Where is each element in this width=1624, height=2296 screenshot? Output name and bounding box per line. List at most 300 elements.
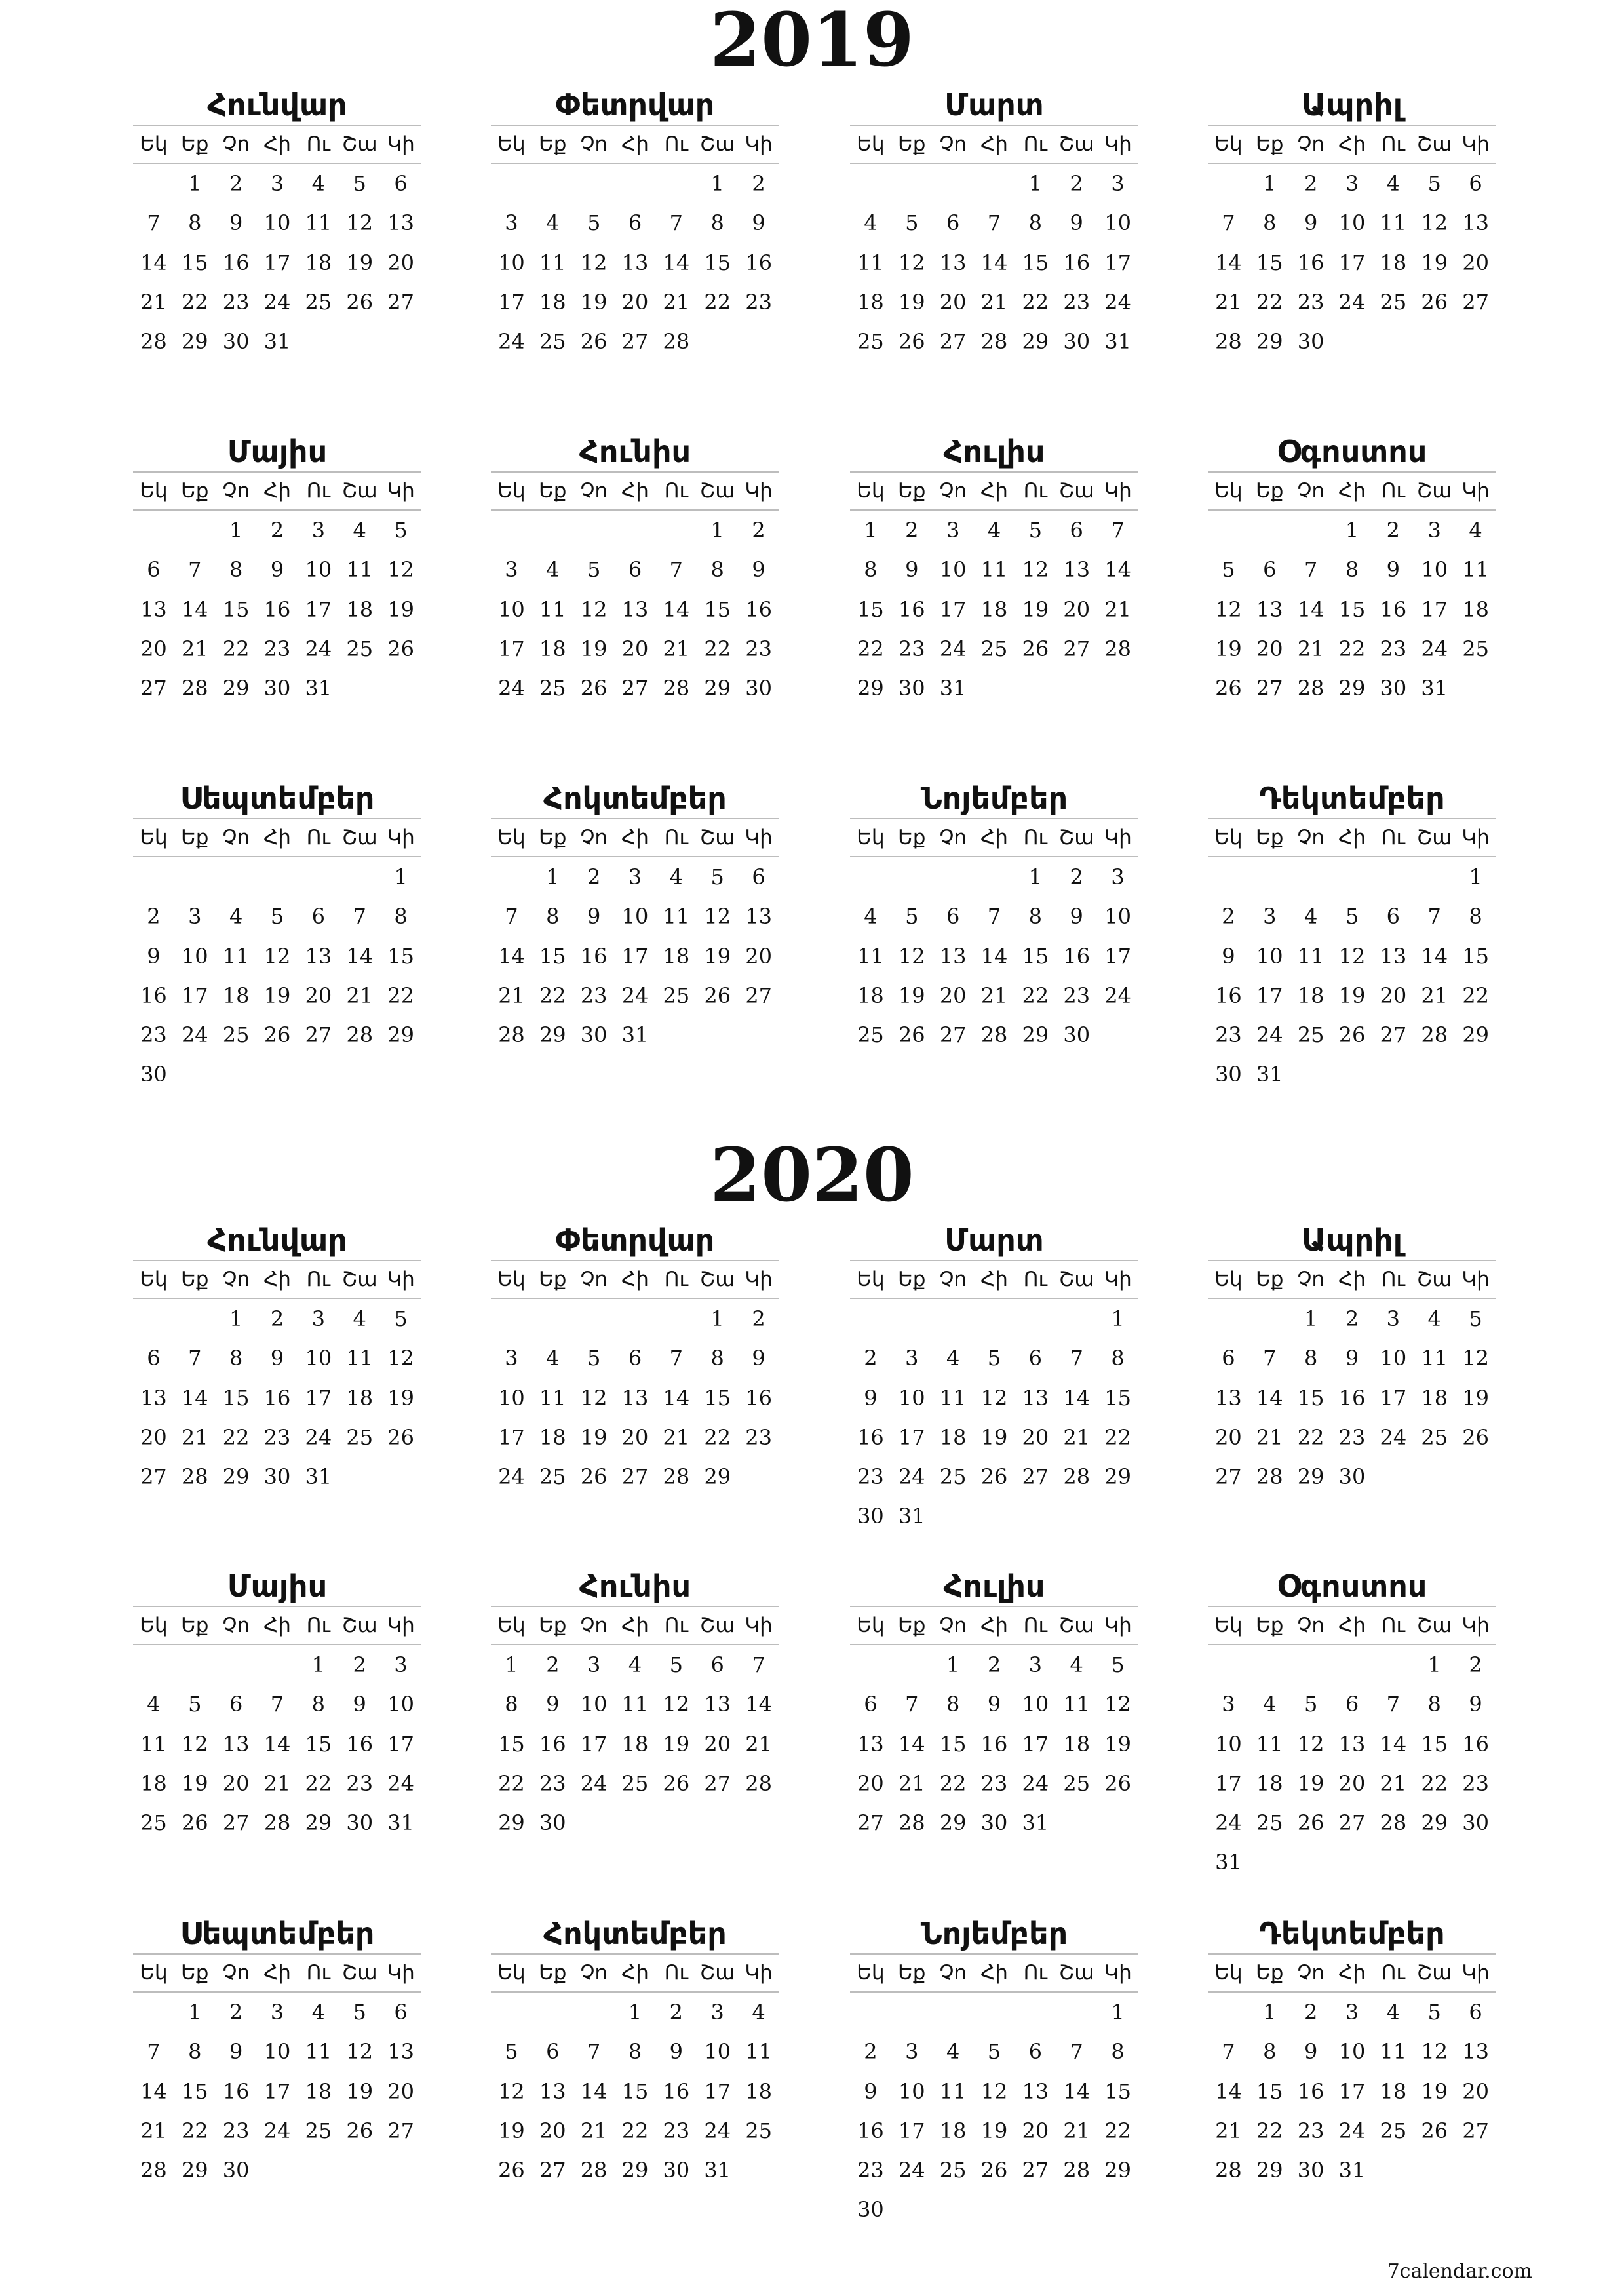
day-cell: 9	[1469, 1692, 1482, 1717]
day-cell: 2	[587, 865, 601, 889]
day-cell: 21	[181, 636, 208, 661]
day-cell: 23	[580, 983, 608, 1008]
day-cell: 27	[1022, 2158, 1049, 2183]
day-cell: 29	[1104, 1464, 1131, 1490]
day-cell: 21	[263, 1770, 291, 1796]
day-cell: 24	[305, 1424, 332, 1450]
day-cell: 19	[898, 289, 925, 315]
day-cell: 29	[498, 1810, 525, 1836]
day-cell: 20	[1462, 2078, 1489, 2104]
weekday-label: Հի	[263, 826, 291, 849]
weekday-label: Եկ	[1214, 132, 1243, 156]
weekday-label: Եք	[181, 132, 209, 156]
day-cell: 12	[1104, 1692, 1131, 1717]
day-cell: 4	[628, 1652, 642, 1677]
day-cell: 23	[1063, 983, 1091, 1008]
day-cell: 13	[1215, 1385, 1242, 1411]
day-cell: 23	[1297, 289, 1324, 315]
weekday-label: Հի	[263, 1268, 291, 1291]
day-cell: 6	[394, 171, 408, 196]
month-name: Օգոստոս	[1277, 434, 1427, 469]
weekday-label: Եկ	[1214, 1614, 1243, 1637]
day-cell: 2	[1070, 865, 1083, 889]
day-cell: 15	[181, 250, 208, 275]
day-cell: 23	[857, 2158, 884, 2183]
day-cell: 1	[710, 518, 724, 543]
weekday-label: Եկ	[497, 1268, 526, 1291]
weekday-label: Շա	[1416, 826, 1452, 849]
day-cell: 26	[1297, 1810, 1324, 1836]
day-cell: 7	[1304, 557, 1318, 583]
day-cell: 23	[222, 289, 250, 315]
day-cell: 12	[663, 1692, 690, 1717]
weekday-label: Եկ	[140, 1961, 168, 1985]
day-cell: 1	[1028, 865, 1043, 889]
day-cell: 23	[140, 1022, 167, 1048]
weekday-header	[850, 1953, 1138, 1991]
day-cell: 30	[222, 2158, 250, 2183]
day-cell: 8	[311, 1692, 326, 1717]
weekday-label: Եք	[898, 479, 926, 503]
day-cell: 18	[1380, 250, 1407, 275]
weekday-label: Շա	[1058, 1268, 1094, 1291]
empty-day-cell	[573, 1299, 615, 1338]
weekday-header	[1208, 1953, 1496, 1991]
month-name: Փետրվար	[555, 1222, 715, 1258]
day-cell: 18	[1063, 1731, 1091, 1757]
day-cell: 1	[1028, 171, 1043, 196]
day-cell: 22	[1104, 2118, 1131, 2143]
day-cell: 18	[539, 1424, 566, 1450]
day-cell: 12	[1421, 2039, 1448, 2065]
day-cell: 25	[1462, 636, 1489, 661]
day-cell: 13	[1338, 1731, 1366, 1757]
day-cell: 2	[229, 2000, 243, 2025]
empty-day-cell	[491, 1299, 532, 1338]
weekday-label: Ու	[1381, 1614, 1405, 1637]
empty-day-cell	[933, 1299, 974, 1338]
month-calendar	[491, 1566, 779, 1842]
day-cell: 30	[898, 676, 925, 701]
weekday-label: Ու	[306, 826, 330, 849]
weekday-label: Եք	[1256, 1961, 1284, 1985]
day-cell: 30	[140, 1062, 167, 1087]
day-cell: 27	[1215, 1464, 1242, 1490]
day-cell: 14	[1215, 2078, 1242, 2104]
day-cell: 17	[898, 1424, 925, 1450]
empty-day-cell	[891, 1993, 933, 2032]
day-cell: 16	[140, 983, 167, 1008]
day-cell: 24	[498, 676, 525, 701]
day-cell: 14	[181, 596, 208, 622]
empty-day-cell	[974, 1299, 1015, 1338]
month-name: Ապրիլ	[1302, 1222, 1402, 1258]
weekday-label: Կի	[387, 826, 415, 849]
day-cell: 12	[346, 2039, 374, 2065]
day-cell: 17	[263, 2078, 291, 2104]
day-cell: 1	[946, 1652, 960, 1677]
day-cell: 25	[346, 1424, 374, 1450]
weekday-label: Ու	[1381, 132, 1405, 156]
day-cell: 7	[505, 904, 518, 929]
month-calendar	[850, 85, 1138, 361]
day-cell: 30	[980, 1810, 1008, 1836]
weekday-label: Եք	[898, 1268, 926, 1291]
day-cell: 12	[980, 1385, 1008, 1411]
day-cell: 12	[498, 2078, 525, 2104]
day-cell: 31	[1421, 676, 1448, 701]
empty-day-cell	[1208, 511, 1249, 550]
day-cell: 31	[1022, 1810, 1049, 1836]
weekday-label: Եք	[539, 1614, 567, 1637]
empty-day-cell	[257, 1645, 298, 1684]
month-calendar	[133, 85, 421, 361]
day-cell: 2	[270, 1306, 284, 1331]
day-cell: 2	[752, 518, 765, 543]
empty-day-cell	[1290, 857, 1332, 897]
day-cell: 16	[1297, 2078, 1324, 2104]
day-cell: 3	[628, 865, 642, 889]
weekday-label: Չո	[580, 1614, 608, 1637]
day-cell: 31	[898, 1504, 925, 1529]
weekday-label: Հի	[1338, 826, 1366, 849]
weekday-label: Ու	[306, 132, 330, 156]
day-cell: 2	[1304, 2000, 1318, 2025]
day-cell: 28	[1256, 1464, 1283, 1490]
month-calendar	[491, 85, 779, 361]
day-cell: 16	[263, 1385, 291, 1411]
month-calendar	[133, 1220, 421, 1496]
day-cell: 21	[140, 2118, 167, 2143]
day-cell: 8	[628, 2039, 642, 2065]
day-cell: 13	[939, 943, 967, 969]
day-cell: 6	[1469, 2000, 1482, 2025]
day-cell: 30	[663, 2158, 690, 2183]
day-cell: 12	[580, 1385, 608, 1411]
day-cell: 19	[580, 289, 608, 315]
day-cell: 30	[1462, 1810, 1489, 1836]
weekday-label: Ու	[664, 826, 688, 849]
day-cell: 25	[1297, 1022, 1324, 1048]
day-cell: 19	[498, 2118, 525, 2143]
weekday-label: Չո	[1297, 479, 1324, 503]
weekday-label: Եք	[181, 1614, 209, 1637]
day-cell: 5	[1111, 1652, 1125, 1677]
day-cell: 29	[1022, 329, 1049, 355]
weekday-label: Եկ	[857, 1961, 885, 1985]
weekday-label: Եկ	[1214, 826, 1243, 849]
weekday-label: Կի	[1104, 479, 1132, 503]
day-cell: 15	[621, 2078, 649, 2104]
day-cell: 19	[1421, 2078, 1448, 2104]
day-cell: 9	[1304, 2039, 1318, 2065]
day-cell: 4	[1263, 1692, 1277, 1717]
weekday-label: Հի	[1338, 479, 1366, 503]
weekday-label: Շա	[699, 479, 735, 503]
day-cell: 22	[621, 2118, 649, 2143]
empty-day-cell	[1208, 164, 1249, 203]
day-cell: 18	[305, 2078, 332, 2104]
empty-day-cell	[133, 511, 174, 550]
day-grid	[133, 1991, 421, 2190]
day-cell: 6	[1028, 2039, 1043, 2065]
weekday-label: Չո	[1297, 826, 1324, 849]
day-cell: 4	[353, 518, 366, 543]
day-cell: 25	[1380, 289, 1407, 315]
day-cell: 7	[1070, 2039, 1083, 2065]
day-cell: 6	[710, 1652, 724, 1677]
day-cell: 19	[1338, 983, 1366, 1008]
day-cell: 23	[1338, 1424, 1366, 1450]
day-cell: 14	[1063, 2078, 1091, 2104]
empty-day-cell	[850, 857, 891, 897]
day-cell: 17	[498, 636, 525, 661]
day-cell: 26	[580, 1464, 608, 1490]
empty-day-cell	[933, 857, 974, 897]
day-cell: 19	[1022, 596, 1049, 622]
day-cell: 22	[222, 1424, 250, 1450]
day-cell: 8	[946, 1692, 960, 1717]
day-cell: 12	[980, 2078, 1008, 2104]
day-grid	[491, 1298, 779, 1496]
day-cell: 22	[222, 636, 250, 661]
empty-day-cell	[133, 164, 174, 203]
day-grid	[1208, 1298, 1496, 1496]
day-cell: 11	[222, 943, 250, 969]
empty-day-cell	[532, 1993, 573, 2032]
weekday-label: Շա	[699, 1961, 735, 1985]
day-cell: 22	[704, 636, 731, 661]
day-cell: 7	[752, 1652, 765, 1677]
day-grid	[1208, 1991, 1496, 2190]
day-grid	[491, 163, 779, 361]
day-cell: 23	[263, 1424, 291, 1450]
weekday-header	[491, 471, 779, 509]
weekday-label: Չո	[939, 479, 967, 503]
day-cell: 27	[140, 1464, 167, 1490]
day-cell: 30	[1215, 1062, 1242, 1087]
empty-day-cell	[1208, 1299, 1249, 1338]
weekday-label: Հի	[621, 826, 649, 849]
month-name: Փետրվար	[555, 87, 715, 123]
weekday-label: Հի	[263, 1614, 291, 1637]
day-cell: 17	[1338, 2078, 1366, 2104]
day-grid	[1208, 856, 1496, 1095]
day-cell: 6	[546, 2039, 560, 2065]
weekday-label: Եք	[181, 479, 209, 503]
day-cell: 13	[140, 1385, 167, 1411]
weekday-label: Շա	[341, 1268, 377, 1291]
weekday-label: Եք	[181, 1268, 209, 1291]
day-cell: 2	[864, 1346, 878, 1371]
empty-day-cell	[1249, 857, 1290, 897]
weekday-header	[491, 1953, 779, 1991]
day-cell: 29	[1104, 2158, 1131, 2183]
day-cell: 9	[147, 943, 161, 969]
weekday-label: Շա	[341, 826, 377, 849]
day-cell: 9	[270, 557, 284, 583]
day-cell: 28	[263, 1810, 291, 1836]
day-cell: 2	[1222, 904, 1235, 929]
weekday-header	[1208, 125, 1496, 163]
day-cell: 26	[498, 2158, 525, 2183]
weekday-label: Ու	[1381, 1268, 1405, 1291]
day-cell: 21	[1380, 1770, 1407, 1796]
day-cell: 11	[1380, 210, 1407, 236]
day-cell: 1	[1111, 2000, 1125, 2025]
day-cell: 5	[353, 2000, 366, 2025]
day-cell: 3	[587, 1652, 601, 1677]
day-cell: 10	[898, 2078, 925, 2104]
weekday-label: Չո	[939, 1961, 967, 1985]
day-cell: 12	[181, 1731, 208, 1757]
weekday-label: Կի	[387, 1614, 415, 1637]
day-cell: 13	[539, 2078, 566, 2104]
empty-day-cell	[491, 1993, 532, 2032]
empty-day-cell	[974, 1993, 1015, 2032]
day-cell: 24	[263, 2118, 291, 2143]
empty-day-cell	[1290, 1645, 1332, 1684]
day-cell: 4	[546, 1346, 560, 1371]
day-cell: 28	[663, 1464, 690, 1490]
day-cell: 9	[587, 904, 601, 929]
day-cell: 2	[353, 1652, 366, 1677]
day-cell: 23	[857, 1464, 884, 1490]
day-cell: 8	[1263, 2039, 1277, 2065]
day-cell: 10	[263, 210, 291, 236]
weekday-label: Ու	[1023, 1614, 1047, 1637]
empty-day-cell	[257, 857, 298, 897]
day-cell: 5	[1427, 171, 1441, 196]
day-cell: 20	[222, 1770, 250, 1796]
day-cell: 20	[387, 2078, 414, 2104]
weekday-label: Եք	[1256, 479, 1284, 503]
empty-day-cell	[339, 857, 380, 897]
day-cell: 19	[1215, 636, 1242, 661]
day-cell: 19	[663, 1731, 690, 1757]
day-cell: 8	[188, 210, 202, 236]
day-cell: 18	[1462, 596, 1489, 622]
day-cell: 16	[1297, 250, 1324, 275]
day-cell: 20	[140, 1424, 167, 1450]
month-calendar	[850, 1914, 1138, 2230]
day-cell: 5	[1469, 1306, 1482, 1331]
day-cell: 14	[663, 1385, 690, 1411]
empty-day-cell	[655, 511, 697, 550]
day-cell: 28	[1297, 676, 1324, 701]
weekday-header	[1208, 1260, 1496, 1298]
day-cell: 28	[346, 1022, 374, 1048]
day-cell: 24	[1104, 983, 1131, 1008]
weekday-label: Եք	[1256, 1268, 1284, 1291]
year-title: 2019	[710, 0, 914, 83]
day-cell: 18	[980, 596, 1008, 622]
weekday-label: Շա	[1416, 1614, 1452, 1637]
month-name: Հունվար	[207, 1222, 347, 1258]
day-cell: 22	[939, 1770, 967, 1796]
day-cell: 15	[181, 2078, 208, 2104]
day-cell: 19	[898, 983, 925, 1008]
day-cell: 16	[222, 2078, 250, 2104]
day-cell: 25	[539, 329, 566, 355]
weekday-label: Չո	[222, 479, 250, 503]
day-cell: 7	[669, 557, 684, 583]
day-cell: 28	[181, 676, 208, 701]
day-cell: 12	[704, 904, 731, 929]
day-cell: 29	[1256, 2158, 1283, 2183]
day-cell: 9	[987, 1692, 1001, 1717]
day-cell: 11	[939, 1385, 967, 1411]
day-cell: 29	[1256, 329, 1283, 355]
day-cell: 30	[539, 1810, 566, 1836]
day-cell: 20	[539, 2118, 566, 2143]
weekday-label: Եկ	[1214, 1961, 1243, 1985]
day-cell: 13	[939, 250, 967, 275]
weekday-label: Կի	[387, 1268, 415, 1291]
day-cell: 3	[905, 2039, 919, 2065]
weekday-label: Կի	[1104, 132, 1132, 156]
month-name: Դեկտեմբեր	[1259, 781, 1445, 816]
weekday-label: Եկ	[857, 132, 885, 156]
day-cell: 31	[704, 2158, 731, 2183]
weekday-label: Շա	[341, 132, 377, 156]
weekday-label: Ու	[664, 1268, 688, 1291]
weekday-label: Հի	[1338, 1961, 1366, 1985]
weekday-label: Շա	[699, 132, 735, 156]
day-cell: 26	[263, 1022, 291, 1048]
day-cell: 24	[387, 1770, 414, 1796]
day-cell: 10	[621, 904, 649, 929]
day-cell: 27	[1022, 1464, 1049, 1490]
day-cell: 23	[539, 1770, 566, 1796]
empty-day-cell	[655, 164, 697, 203]
day-cell: 11	[140, 1731, 167, 1757]
weekday-label: Շա	[699, 1268, 735, 1291]
day-cell: 5	[987, 2039, 1001, 2065]
day-cell: 31	[305, 1464, 332, 1490]
day-cell: 5	[987, 1346, 1001, 1371]
day-cell: 16	[1063, 250, 1091, 275]
day-cell: 5	[1345, 904, 1359, 929]
day-cell: 6	[628, 557, 642, 583]
day-cell: 21	[1104, 596, 1131, 622]
day-cell: 20	[387, 250, 414, 275]
day-cell: 14	[498, 943, 525, 969]
weekday-label: Եք	[539, 1961, 567, 1985]
empty-day-cell	[216, 857, 257, 897]
empty-day-cell	[133, 1645, 174, 1684]
day-cell: 9	[752, 1346, 765, 1371]
day-cell: 7	[1427, 904, 1441, 929]
empty-day-cell	[1372, 857, 1414, 897]
day-cell: 2	[864, 2039, 878, 2065]
day-cell: 12	[387, 1346, 414, 1371]
day-cell: 18	[346, 596, 374, 622]
day-cell: 12	[580, 596, 608, 622]
day-cell: 25	[1380, 2118, 1407, 2143]
day-cell: 23	[745, 289, 772, 315]
day-cell: 11	[305, 210, 332, 236]
day-cell: 21	[1421, 983, 1448, 1008]
day-cell: 16	[1063, 943, 1091, 969]
day-cell: 19	[346, 2078, 374, 2104]
day-cell: 26	[346, 2118, 374, 2143]
day-cell: 16	[857, 2118, 884, 2143]
day-cell: 23	[980, 1770, 1008, 1796]
empty-day-cell	[174, 1645, 216, 1684]
day-cell: 28	[1104, 636, 1131, 661]
day-cell: 30	[1063, 329, 1091, 355]
